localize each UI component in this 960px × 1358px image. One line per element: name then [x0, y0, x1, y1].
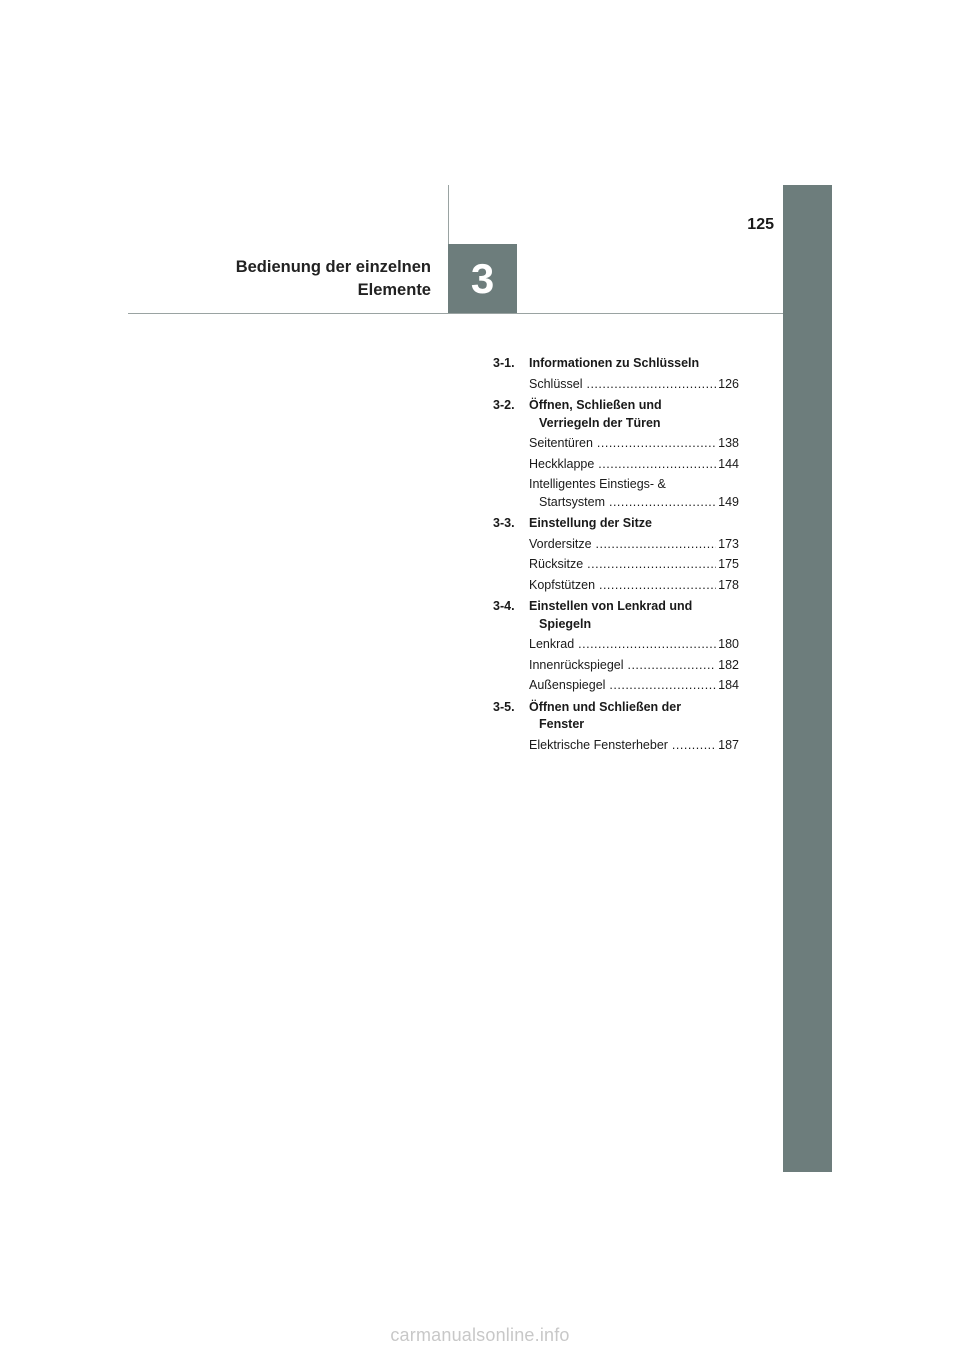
section-number: 3-1.	[493, 356, 515, 370]
toc-item-vordersitze[interactable]	[529, 536, 739, 554]
chapter-title-line2: Elemente	[357, 281, 431, 299]
item-page: 126	[718, 376, 739, 391]
item-page: 175	[718, 557, 739, 571]
item-page: 178	[718, 577, 739, 592]
section-title-line1: Einstellen von Lenkrad und	[529, 599, 693, 613]
toc-item-elektrische-fensterheber[interactable]	[529, 737, 739, 755]
item-title: Außenspiegel .....	[529, 678, 716, 692]
section-number: 3-3.	[493, 516, 515, 530]
toc-item-heckklappe[interactable]	[529, 456, 739, 474]
toc-item-innenrueckspiegel[interactable]	[529, 657, 739, 675]
toc-item-lenkrad[interactable]	[529, 636, 739, 654]
item-title: Elektrische Fensterheber .....	[529, 738, 716, 752]
item-page: 144	[718, 456, 739, 471]
section-number: 3-5.	[493, 699, 515, 714]
chapter-title	[160, 256, 431, 302]
toc-item-schluessel[interactable]	[529, 376, 739, 394]
header-vertical-rule	[448, 185, 449, 245]
item-title-line2: Startsystem .....	[539, 495, 716, 509]
item-title: Innenrückspiegel .....	[529, 658, 716, 672]
item-title-line1: Intelligentes Einstiegs- &	[529, 477, 666, 491]
page-number: 125	[747, 216, 774, 233]
section-title: Informationen zu Schlüsseln	[529, 356, 700, 370]
item-title: Rücksitze .....	[529, 557, 716, 571]
section-title-line1: Öffnen, Schließen und	[529, 398, 662, 412]
section-number: 3-4.	[493, 599, 515, 613]
section-title-line2: Spiegeln	[539, 616, 592, 631]
toc-item-kopfstuetzen[interactable]	[529, 577, 739, 595]
section-number: 3-2.	[493, 398, 515, 412]
toc-item-ruecksitze[interactable]	[529, 556, 739, 574]
toc-item-seitentueren[interactable]	[529, 435, 739, 453]
toc-item-aussenspiegel[interactable]	[529, 677, 739, 695]
toc-section-3-2[interactable]	[493, 397, 743, 432]
item-page: 182	[718, 657, 739, 672]
item-title: Lenkrad .....	[529, 637, 716, 651]
header-horizontal-rule	[128, 313, 783, 314]
watermark: carmanualsonline.info	[390, 1325, 570, 1345]
chapter-title-line1: Bedienung der einzelnen	[235, 258, 431, 276]
item-title: Heckklappe .....	[529, 457, 716, 471]
toc-section-3-4[interactable]	[493, 598, 743, 633]
chapter-number-box	[448, 244, 517, 313]
toc-item-intelligentes-einstiegs-startsystem[interactable]	[529, 476, 739, 511]
toc-section-3-5[interactable]	[493, 699, 743, 734]
chapter-side-tab	[783, 185, 832, 1172]
item-page: 187	[718, 737, 739, 752]
item-title: Kopfstützen .....	[529, 578, 716, 592]
item-title: Vordersitze .....	[529, 537, 716, 551]
section-title-line1: Öffnen und Schließen der	[529, 699, 682, 714]
item-page: 138	[718, 436, 739, 450]
item-page: 184	[718, 678, 739, 692]
section-title-line2: Fenster	[539, 717, 585, 731]
toc-section-3-3[interactable]	[493, 515, 743, 533]
section-title: Einstellung der Sitze	[529, 516, 652, 530]
section-title-line2: Verriegeln der Türen	[539, 415, 661, 430]
item-title: Schlüssel .....	[529, 377, 716, 391]
toc-section-3-1[interactable]	[493, 355, 743, 373]
item-title: Seitentüren .....	[529, 436, 716, 450]
item-page: 149	[718, 494, 739, 509]
table-of-contents	[493, 355, 743, 754]
item-page: 173	[718, 536, 739, 551]
chapter-number: 3	[470, 254, 495, 302]
item-page: 180	[718, 637, 739, 651]
